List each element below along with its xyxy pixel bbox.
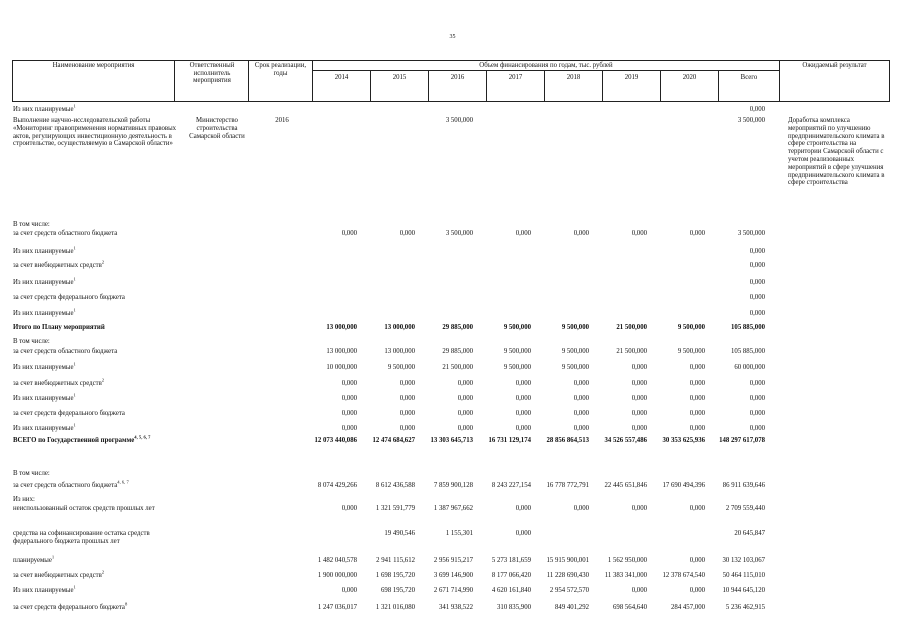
year-value: 8 074 429,266 [317,482,357,489]
year-value: 0,000 [631,587,647,594]
year-value: 0,000 [457,425,473,432]
responsible-executor: Министерство строительства Самарской области [189,117,245,140]
row-label-text: ВСЕГО по Государственной программе [13,437,135,444]
year-value: 8 243 227,154 [491,482,531,489]
year-value: 2 671 714,990 [433,587,473,594]
row-label [13,392,181,403]
footnote-marker: 1 [51,554,55,560]
footnote-marker: 2 [101,569,105,575]
header-year: 2016 [450,74,465,81]
year-value: 0,000 [631,505,647,512]
year-value: 0,000 [573,505,589,512]
row-label [13,245,181,256]
total-value: 0,000 [749,310,765,317]
year-value: 1 321 591,779 [375,505,415,512]
year-value: 12 474 684,627 [372,437,415,444]
row-label-text: Из них планируемые [13,279,74,286]
row-label-text: Из них: [13,496,35,503]
row-label-text: за счет внебюджетных средств [13,380,102,387]
total-value: 3 500,000 [737,117,765,124]
year-value: 29 885,000 [442,348,473,355]
header-funding: Объем финансирования по годам, тыс. рублей [479,62,613,69]
year-value: 21 500,000 [616,348,647,355]
year-value: 7 859 900,128 [433,482,473,489]
year-value: 9 500,000 [503,324,531,331]
year-value: 698 195,720 [381,587,415,594]
total-value: 5 236 462,915 [725,604,765,611]
footnote-marker: 8 [124,601,128,607]
header-year: 2018 [566,74,581,81]
year-value: 21 500,000 [616,324,647,331]
year-value: 0,000 [341,425,357,432]
year-value: 0,000 [573,410,589,417]
row-label-text: Из них планируемые [13,364,74,371]
year-value: 8 612 436,588 [375,482,415,489]
footnote-marker: 1 [73,103,76,109]
year-value: 13 000,000 [384,324,415,331]
year-value: 0,000 [631,410,647,417]
year-value: 0,000 [399,410,415,417]
total-value: 0,000 [749,279,765,286]
year-value: 1 482 040,578 [317,557,357,564]
row-label [13,584,181,595]
total-value: 0,000 [749,395,765,402]
year-value: 9 500,000 [561,324,589,331]
year-value: 284 457,000 [671,604,705,611]
year-value: 0,000 [515,410,531,417]
row-label-text: Выполнение научно-исследовательской работы «Мониторинг правоприменения нормативных правовых актов, регулирующих инвестиционную деятельность в строительстве, осуществляемую в Самарской области» [13,117,177,148]
footnote-marker: 1 [73,276,76,282]
total-value: 0,000 [749,106,765,113]
row-label [13,569,181,580]
total-value: 0,000 [749,262,765,269]
year-value: 0,000 [573,425,589,432]
year-value: 0,000 [689,587,705,594]
total-value: 0,000 [749,380,765,387]
row-label-text: за счет внебюджетных средств [13,262,102,269]
row-label-text: за счет средств областного бюджета [13,230,118,237]
year-value: 0,000 [689,505,705,512]
footnote-marker: 1 [73,422,76,428]
row-label [13,117,181,148]
row-label [13,259,181,270]
row-label [13,324,181,332]
page-number: 35 [449,34,456,40]
header-result: Ожидаемый результат [802,62,867,69]
row-label-text: неиспользованный остаток средств прошлых лет [13,505,155,512]
row-label-text: В том числе: [13,221,50,228]
row-label-text: В том числе: [13,338,50,345]
footnote-marker: 1 [73,307,76,313]
header-term: Срок реализации, годы [254,62,307,77]
row-label [13,103,181,114]
header-name: Наименование мероприятия [52,62,135,69]
row-label [13,479,181,490]
row-label [13,338,181,346]
expected-result: Доработка комплекса мероприятий по улучшению предпринимательского климата в сфере строительства на территории Самарской области с учетом реализованных мероприятий в сфере улучшения предпринимательского климата в сфере строительства [788,117,885,187]
year-value: 0,000 [515,395,531,402]
footnote-marker: 2 [101,377,105,383]
year-value: 30 353 625,936 [662,437,705,444]
total-value: 86 911 639,646 [722,482,765,489]
year-value: 12 378 674,540 [662,572,705,579]
year-value: 0,000 [689,364,705,371]
year-value: 0,000 [399,395,415,402]
row-label-text: за счет средств федерального бюджета [13,410,125,417]
row-label [13,276,181,287]
year-value: 12 073 440,086 [314,437,357,444]
total-value: 10 944 645,120 [722,587,765,594]
row-label [13,307,181,318]
year-value: 3 500,000 [445,230,473,237]
row-label-text: Из них планируемые [13,310,74,317]
total-value: 3 500,000 [737,230,765,237]
year-value: 17 690 494,396 [662,482,705,489]
table-header [12,60,890,102]
year-value: 0,000 [341,380,357,387]
year-value: 0,000 [341,395,357,402]
row-label-text: за счет внебюджетных средств [13,572,102,579]
year-value: 13 000,000 [326,348,357,355]
year-value: 22 445 651,846 [604,482,647,489]
header-year-total: Всего [740,74,758,81]
year-value: 2 956 915,217 [433,557,473,564]
year-value: 3 500,000 [445,117,473,124]
row-label [13,601,181,612]
year-value: 0,000 [341,230,357,237]
year-value: 9 500,000 [503,364,531,371]
year-value: 9 500,000 [387,364,415,371]
footnote-marker: 4, 5, 6, 7 [134,434,151,440]
row-label [13,377,181,388]
total-value: 0,000 [749,410,765,417]
row-label [13,410,181,418]
row-label-text: Из них планируемые [13,395,74,402]
year-value: 1 247 036,017 [317,604,357,611]
row-label [13,505,181,513]
total-value: 105 885,000 [731,324,765,331]
year-value: 0,000 [689,380,705,387]
total-value: 148 297 617,078 [719,437,765,444]
row-label [13,554,181,565]
total-value: 50 464 115,010 [722,572,765,579]
header-year: 2020 [682,74,697,81]
year-value: 28 856 864,513 [546,437,589,444]
row-label [13,348,181,356]
year-value: 0,000 [631,425,647,432]
year-value: 5 273 181,659 [491,557,531,564]
year-value: 9 500,000 [677,348,705,355]
year-value: 0,000 [399,380,415,387]
year-value: 0,000 [631,364,647,371]
footnote-marker: 1 [73,245,76,251]
year-value: 310 835,900 [497,604,531,611]
year-value: 0,000 [689,395,705,402]
row-label-text: Из них планируемые [13,425,74,432]
year-value: 16 778 772,791 [546,482,589,489]
row-label-text: планируемые [13,557,52,564]
year-value: 11 228 690,430 [546,572,589,579]
year-value: 1 387 967,662 [433,505,473,512]
year-value: 0,000 [457,395,473,402]
row-label-text: Из них планируемые [13,106,74,113]
year-value: 0,000 [689,230,705,237]
row-label [13,361,181,372]
year-value: 8 177 066,420 [491,572,531,579]
year-value: 0,000 [399,230,415,237]
year-value: 0,000 [689,557,705,564]
year-value: 15 915 900,001 [546,557,589,564]
row-label [13,496,181,504]
year-value: 0,000 [399,425,415,432]
year-value: 0,000 [631,230,647,237]
header-year: 2015 [392,74,407,81]
footnote-marker: 1 [73,584,76,590]
row-label-text: за счет средств областного бюджета [13,348,118,355]
year-value: 9 500,000 [561,364,589,371]
year-value: 19 490,546 [384,530,415,537]
year-value: 0,000 [515,530,531,537]
row-label-text: за счет средств областного бюджета [13,482,118,489]
row-label-text: средства на софинансирование остатка средств федерального бюджета прошлых лет [13,530,150,545]
year-value: 21 500,000 [442,364,473,371]
year-value: 698 564,640 [613,604,647,611]
row-label [13,422,181,433]
year-value: 0,000 [341,587,357,594]
year-value: 0,000 [631,380,647,387]
header-year: 2014 [334,74,349,81]
year-value: 849 401,292 [555,604,589,611]
year-value: 0,000 [515,425,531,432]
year-value: 13 303 645,713 [430,437,473,444]
header-responsible: Ответственный исполнитель мероприятия [189,62,235,85]
row-label [13,530,181,546]
row-label [13,470,181,478]
total-value: 0,000 [749,248,765,255]
year-value: 0,000 [515,380,531,387]
year-value: 2 941 115,612 [376,557,415,564]
year-value: 0,000 [515,505,531,512]
year-value: 1 321 016,080 [375,604,415,611]
header-year: 2019 [624,74,639,81]
row-label-text: В том числе: [13,470,50,477]
year-value: 1 900 000,000 [317,572,357,579]
year-value: 34 526 557,486 [604,437,647,444]
footnote-marker: 1 [73,361,76,367]
year-value: 0,000 [457,380,473,387]
row-label-text: Из них планируемые [13,248,74,255]
year-value: 1 155,301 [445,530,473,537]
year-value: 4 620 161,840 [491,587,531,594]
row-label-text: Из них планируемые [13,587,74,594]
total-value: 20 645,847 [734,530,765,537]
year-value: 9 500,000 [561,348,589,355]
year-value: 0,000 [341,410,357,417]
year-value: 9 500,000 [677,324,705,331]
year-value: 13 000,000 [326,324,357,331]
total-value: 0,000 [749,425,765,432]
footnote-marker: 1 [73,392,76,398]
total-value: 60 000,000 [734,364,765,371]
year-value: 0,000 [573,395,589,402]
year-value: 1 562 950,000 [607,557,647,564]
year-value: 0,000 [457,410,473,417]
year-value: 0,000 [515,230,531,237]
row-label [13,294,181,302]
total-value: 2 709 559,440 [725,505,765,512]
year-value: 3 699 146,900 [433,572,473,579]
header-year: 2017 [508,74,523,81]
year-value: 0,000 [341,505,357,512]
footnote-marker: 2 [101,259,105,265]
year-value: 0,000 [631,395,647,402]
footnote-marker: 4, 6, 7 [117,479,129,485]
row-label-text: за счет средств федерального бюджета [13,294,125,301]
year-value: 1 698 195,720 [375,572,415,579]
total-value: 105 885,000 [731,348,765,355]
year-value: 0,000 [573,380,589,387]
year-value: 341 938,522 [439,604,473,611]
row-label [13,221,181,229]
total-value: 30 132 103,067 [722,557,765,564]
year-value: 0,000 [573,230,589,237]
year-value: 9 500,000 [503,348,531,355]
year-value: 29 885,000 [442,324,473,331]
total-value: 0,000 [749,294,765,301]
year-value: 0,000 [689,425,705,432]
year-value: 2 954 572,570 [549,587,589,594]
year-value: 0,000 [689,410,705,417]
row-label-text: Итого по Плану мероприятий [13,324,105,331]
row-label [13,434,181,445]
year-value: 13 000,000 [384,348,415,355]
year-value: 16 731 129,174 [488,437,531,444]
year-value: 10 000,000 [326,364,357,371]
implementation-term: 2016 [275,117,289,124]
row-label [13,230,181,238]
year-value: 11 383 341,000 [604,572,647,579]
row-label-text: за счет средств федерального бюджета [13,604,125,611]
